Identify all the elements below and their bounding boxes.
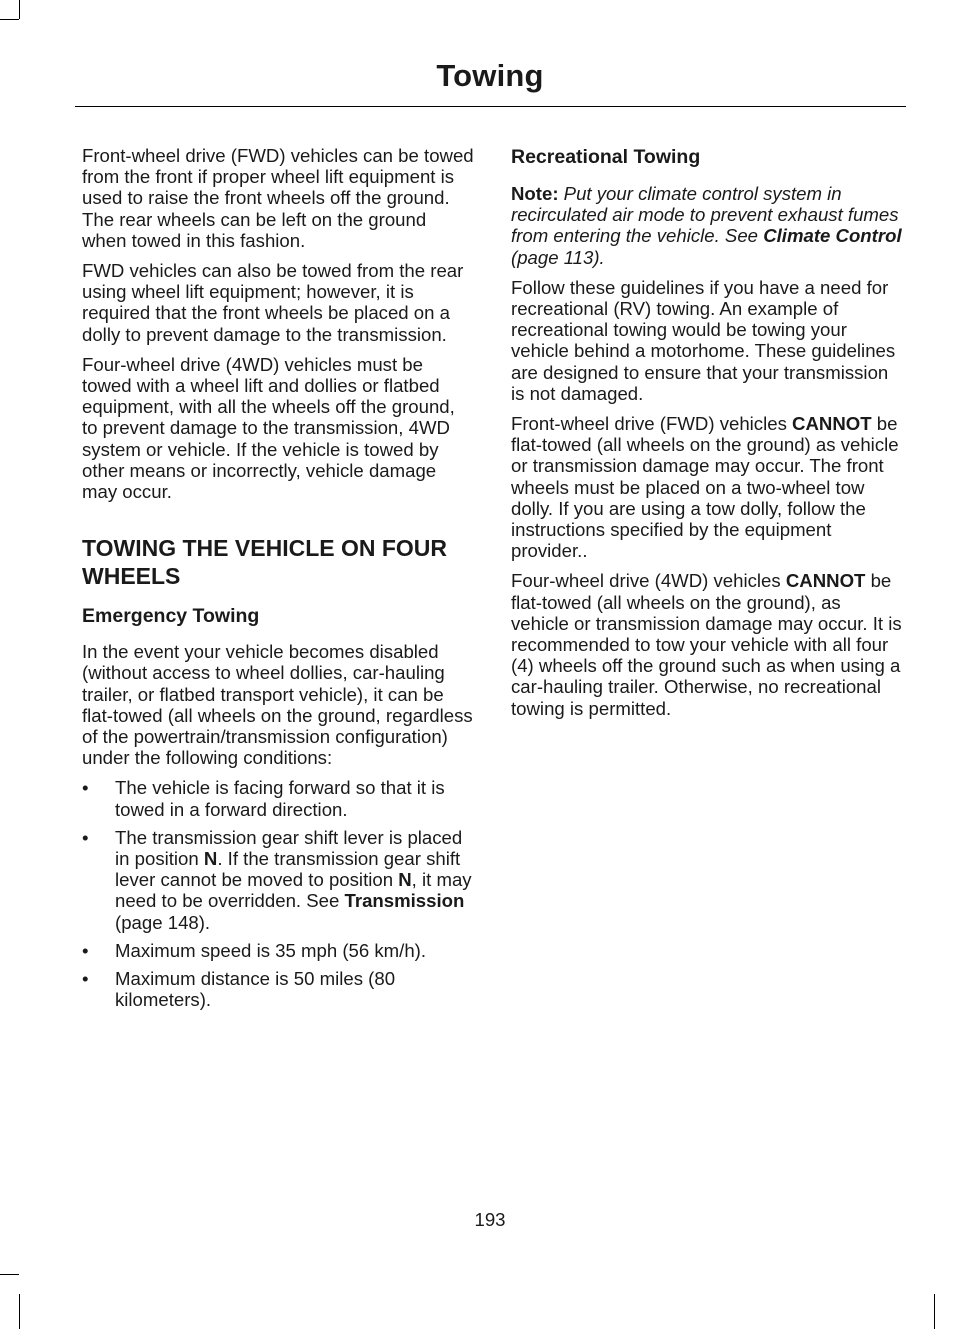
paragraph-text: be flat-towed (all wheels on the ground) as vehicle or transmission damage may occur. The front wheels must be placed on a two-wheel tow dolly. If you are using a tow dolly, follow the instructions specified by the equipment provider.. [511,413,899,562]
note-paragraph [511,183,903,268]
list-item-text: The transmission gear shift lever is placed in position [115,826,463,870]
conditions-list [82,777,474,1010]
gear-position-n: N [398,869,412,891]
bullet-marker: • [82,777,89,799]
list-item [82,777,474,819]
bullet-marker: • [82,826,89,848]
intro-paragraph-3: Four-wheel drive (4WD) vehicles must be towed with a wheel lift and dollies or flatbed equipment, with all the wheels off the ground, to prevent damage to the transmission, 4WD system or vehicle. If the vehicle is towed by other means or incorrectly, vehicle damage may occur. [82,353,455,503]
bullet-marker: • [82,939,89,961]
list-item [82,940,474,961]
page-reference: (page 148). [115,911,211,933]
section-heading: TOWING THE VEHICLE ON FOUR WHEELS [82,535,448,590]
crop-mark-bottom-right-v [934,1294,935,1329]
list-item-text: , it may need to be overridden. See [115,869,472,912]
page-number: 193 [474,1209,506,1230]
list-item-text: Maximum distance is 50 miles (80 kilometers). [115,968,396,1011]
list-item-text: The vehicle is facing forward so that it is towed in a forward direction. [115,777,445,820]
rv-guidelines-paragraph: Follow these guidelines if you have a need for recreational (RV) towing. An example of recreational towing would be towing your vehicle behind a motorhome. These guidelines are designed to ensure that your transmission is not damaged. [511,276,896,404]
header-rule [75,106,906,107]
list-item-text: Maximum speed is 35 mph (56 km/h). [115,939,427,961]
list-item [82,827,474,933]
cannot-emphasis: CANNOT [792,413,872,435]
paragraph-text: be flat-towed (all wheels on the ground), as vehicle or transmission damage may occur. It is recommended to tow your vehicle with all four (4) wheels off the ground such as when using a car-hauling trailer. Otherwise, no recreational towing is permitted. [511,570,902,719]
intro-paragraph-1: Front-wheel drive (FWD) vehicles can be towed from the front if proper wheel lift equipment is used to raise the front wheels off the ground. The rear wheels can be left on the ground when towed in this fashion. [82,145,474,251]
transmission-reference-link[interactable]: Transmission [344,890,465,912]
crop-mark-top-left-v [19,0,20,19]
right-column [511,145,903,728]
note-page-reference: (page 113). [511,246,605,268]
subheading-emergency-towing: Emergency Towing [82,605,260,628]
climate-control-reference-link[interactable]: Climate Control [763,225,902,247]
paragraph-text: Four-wheel drive (4WD) vehicles [511,570,786,592]
crop-mark-bottom-left-v [19,1294,20,1329]
left-column [82,145,474,1018]
gear-position-n: N [203,848,218,870]
4wd-towing-paragraph [511,570,903,718]
intro-paragraph-2: FWD vehicles can also be towed from the rear using wheel lift equipment; however, it is required that the front wheels be placed on a dolly to prevent damage to the transmission. [82,260,464,345]
heading-recreational-towing: Recreational Towing [511,146,701,168]
note-text: Put your climate control system in recirculated air mode to prevent exhaust fumes from entering the vehicle. See [511,183,899,247]
note-label: Note: [511,183,559,204]
list-item [82,968,474,1010]
fwd-towing-paragraph [511,413,903,561]
crop-mark-bottom-left-h [0,1274,19,1275]
cannot-emphasis: CANNOT [785,570,866,592]
crop-mark-top-left-h [0,19,19,20]
emergency-paragraph: In the event your vehicle becomes disabled (without access to wheel dollies, car-hauling trailer, or flatbed transport vehicle), it can be flat-towed (all wheels on the ground, regardless of the powertrain/transmission configuration) under the following conditions: [82,641,473,769]
list-item-text: . If the transmission gear shift lever cannot be moved to position [115,848,461,891]
page-title: Towing [436,58,544,93]
paragraph-text: Front-wheel drive (FWD) vehicles [511,413,793,435]
bullet-marker: • [82,968,89,990]
